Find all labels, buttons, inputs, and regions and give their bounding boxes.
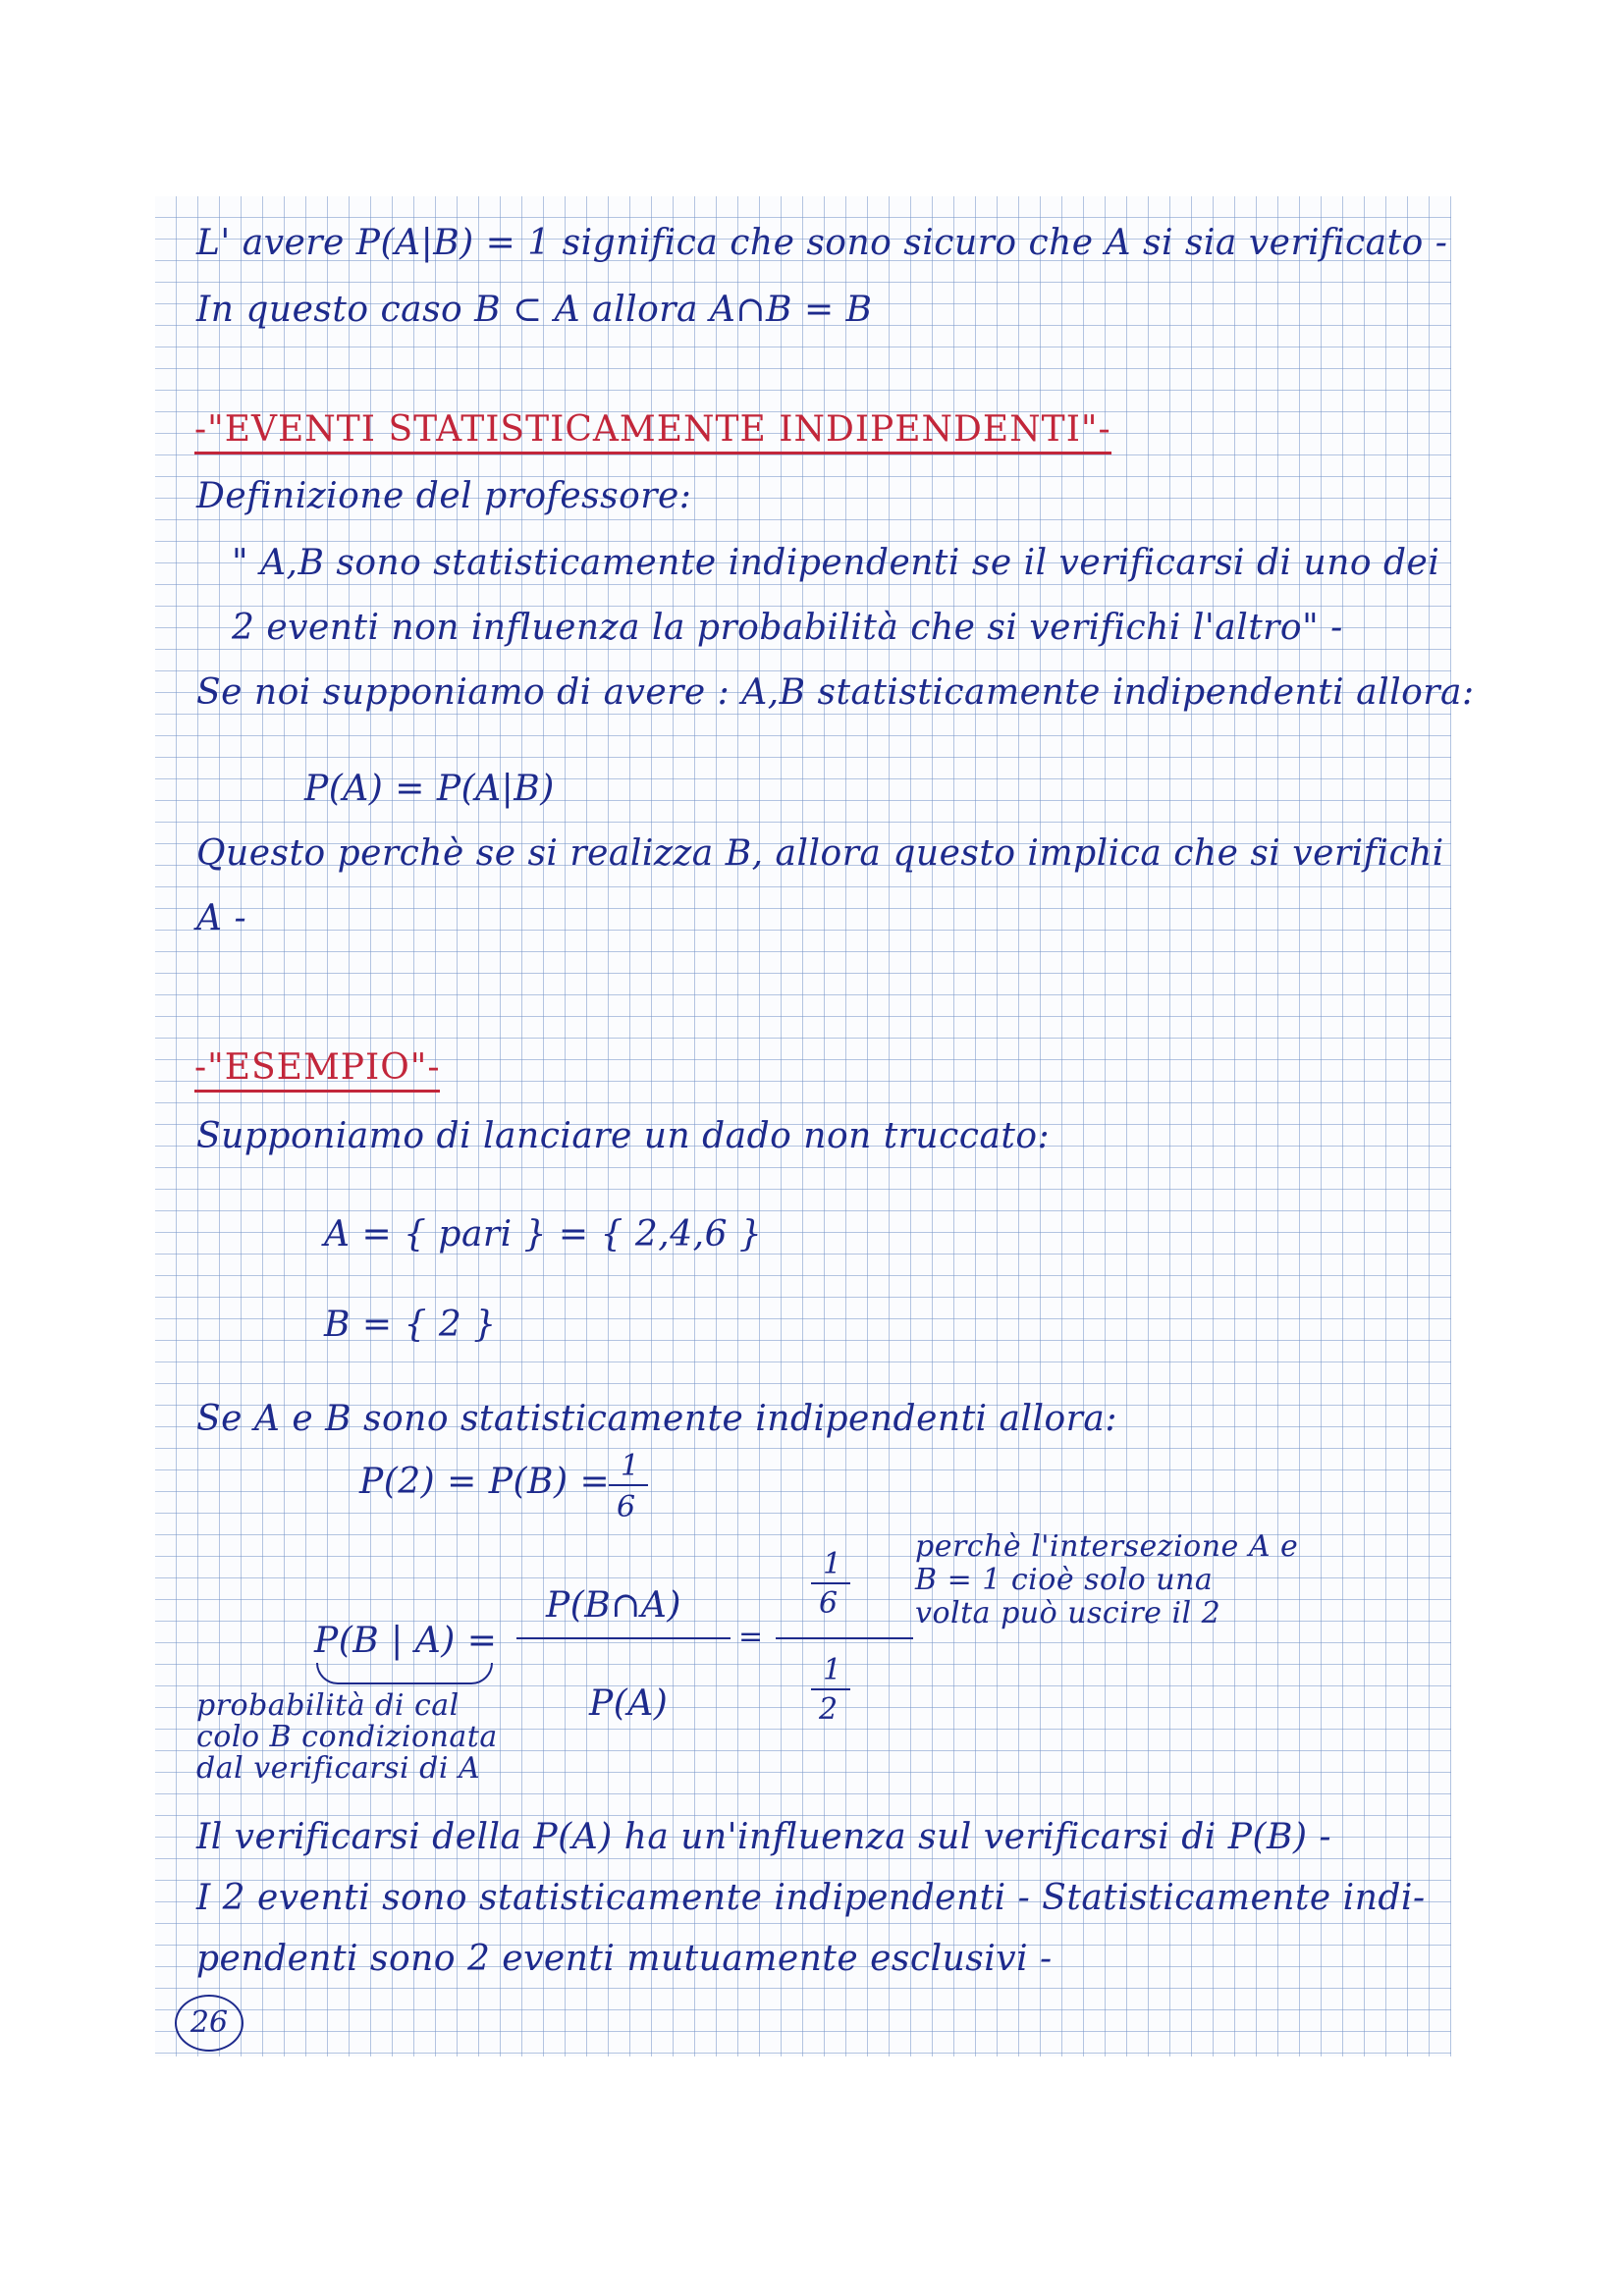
fraction-denominator-6: 6 [617, 1490, 636, 1524]
inner-den-bar [811, 1688, 850, 1690]
formula-p2-equals-pb: P(2) = P(B) = [359, 1462, 611, 1502]
text-line-3: Definizione del professore: [196, 476, 692, 516]
side-note-line-3: volta può uscire il 2 [915, 1596, 1221, 1630]
text-line-11: Il verificarsi della P(A) ha un'influenza sul verificarsi di P(B) - [196, 1817, 1332, 1857]
fraction-numerator-1: 1 [621, 1449, 640, 1483]
text-line-5: 2 eventi non influenza la probabilità che si verifichi l'altro" - [232, 608, 1343, 648]
text-line-12: I 2 eventi sono statisticamente indipendenti - Statisticamente indi- [196, 1878, 1426, 1918]
inner-den-1: 1 [823, 1653, 842, 1687]
text-line-8: A - [196, 898, 247, 938]
inner-num-bar [811, 1582, 850, 1584]
brace-note-line-2: colo B condizionata [196, 1720, 498, 1754]
formula-set-b: B = { 2 } [324, 1305, 497, 1345]
inner-num-6: 6 [819, 1586, 839, 1621]
fraction-bar [609, 1484, 648, 1486]
text-line-6: Se noi supponiamo di avere : A,B statisticamente indipendenti allora: [196, 672, 1475, 713]
text-line-9: Supponiamo di lanciare un dado non truccato: [196, 1116, 1051, 1156]
formula-pa-equals-pab: P(A) = P(A|B) [304, 769, 555, 809]
text-line-13: pendenti sono 2 eventi mutuamente esclusivi - [196, 1939, 1053, 1979]
page-number: 26 [175, 1995, 244, 2052]
text-line-1: L' avere P(A|B) = 1 significa che sono sicuro che A si sia verificato - [196, 223, 1448, 263]
equals-sign: = [738, 1620, 764, 1654]
text-line-10: Se A e B sono statisticamente indipendenti allora: [196, 1399, 1117, 1439]
formula-set-a: A = { pari } = { 2,4,6 } [324, 1214, 763, 1255]
inner-num-1: 1 [823, 1547, 842, 1581]
text-line-4: " A,B sono statisticamente indipendenti se il verificarsi di uno dei [232, 543, 1440, 583]
side-note-line-1: perchè l'intersezione A e [915, 1529, 1299, 1564]
side-note-line-2: B = 1 cioè solo una [915, 1563, 1214, 1597]
underbrace [316, 1663, 493, 1684]
brace-note-line-3: dal verificarsi di A [196, 1751, 481, 1786]
heading-independent-events: -"EVENTI STATISTICAMENTE INDIPENDENTI"- [194, 410, 1111, 454]
formula-p-b-given-a: P(B | A) = [314, 1621, 498, 1661]
compound-fraction-bar [776, 1637, 913, 1639]
main-fraction-bar [516, 1637, 731, 1639]
denominator-p-a: P(A) [589, 1683, 669, 1724]
inner-den-2: 2 [819, 1692, 839, 1727]
heading-example: -"ESEMPIO"- [194, 1048, 440, 1093]
text-line-7: Questo perchè se si realizza B, allora questo implica che si verifichi [196, 833, 1444, 874]
text-line-2: In questo caso B ⊂ A allora A∩B = B [196, 290, 873, 330]
brace-note-line-1: probabilità di cal [196, 1688, 460, 1723]
numerator-p-b-cap-a: P(B∩A) [546, 1585, 681, 1626]
